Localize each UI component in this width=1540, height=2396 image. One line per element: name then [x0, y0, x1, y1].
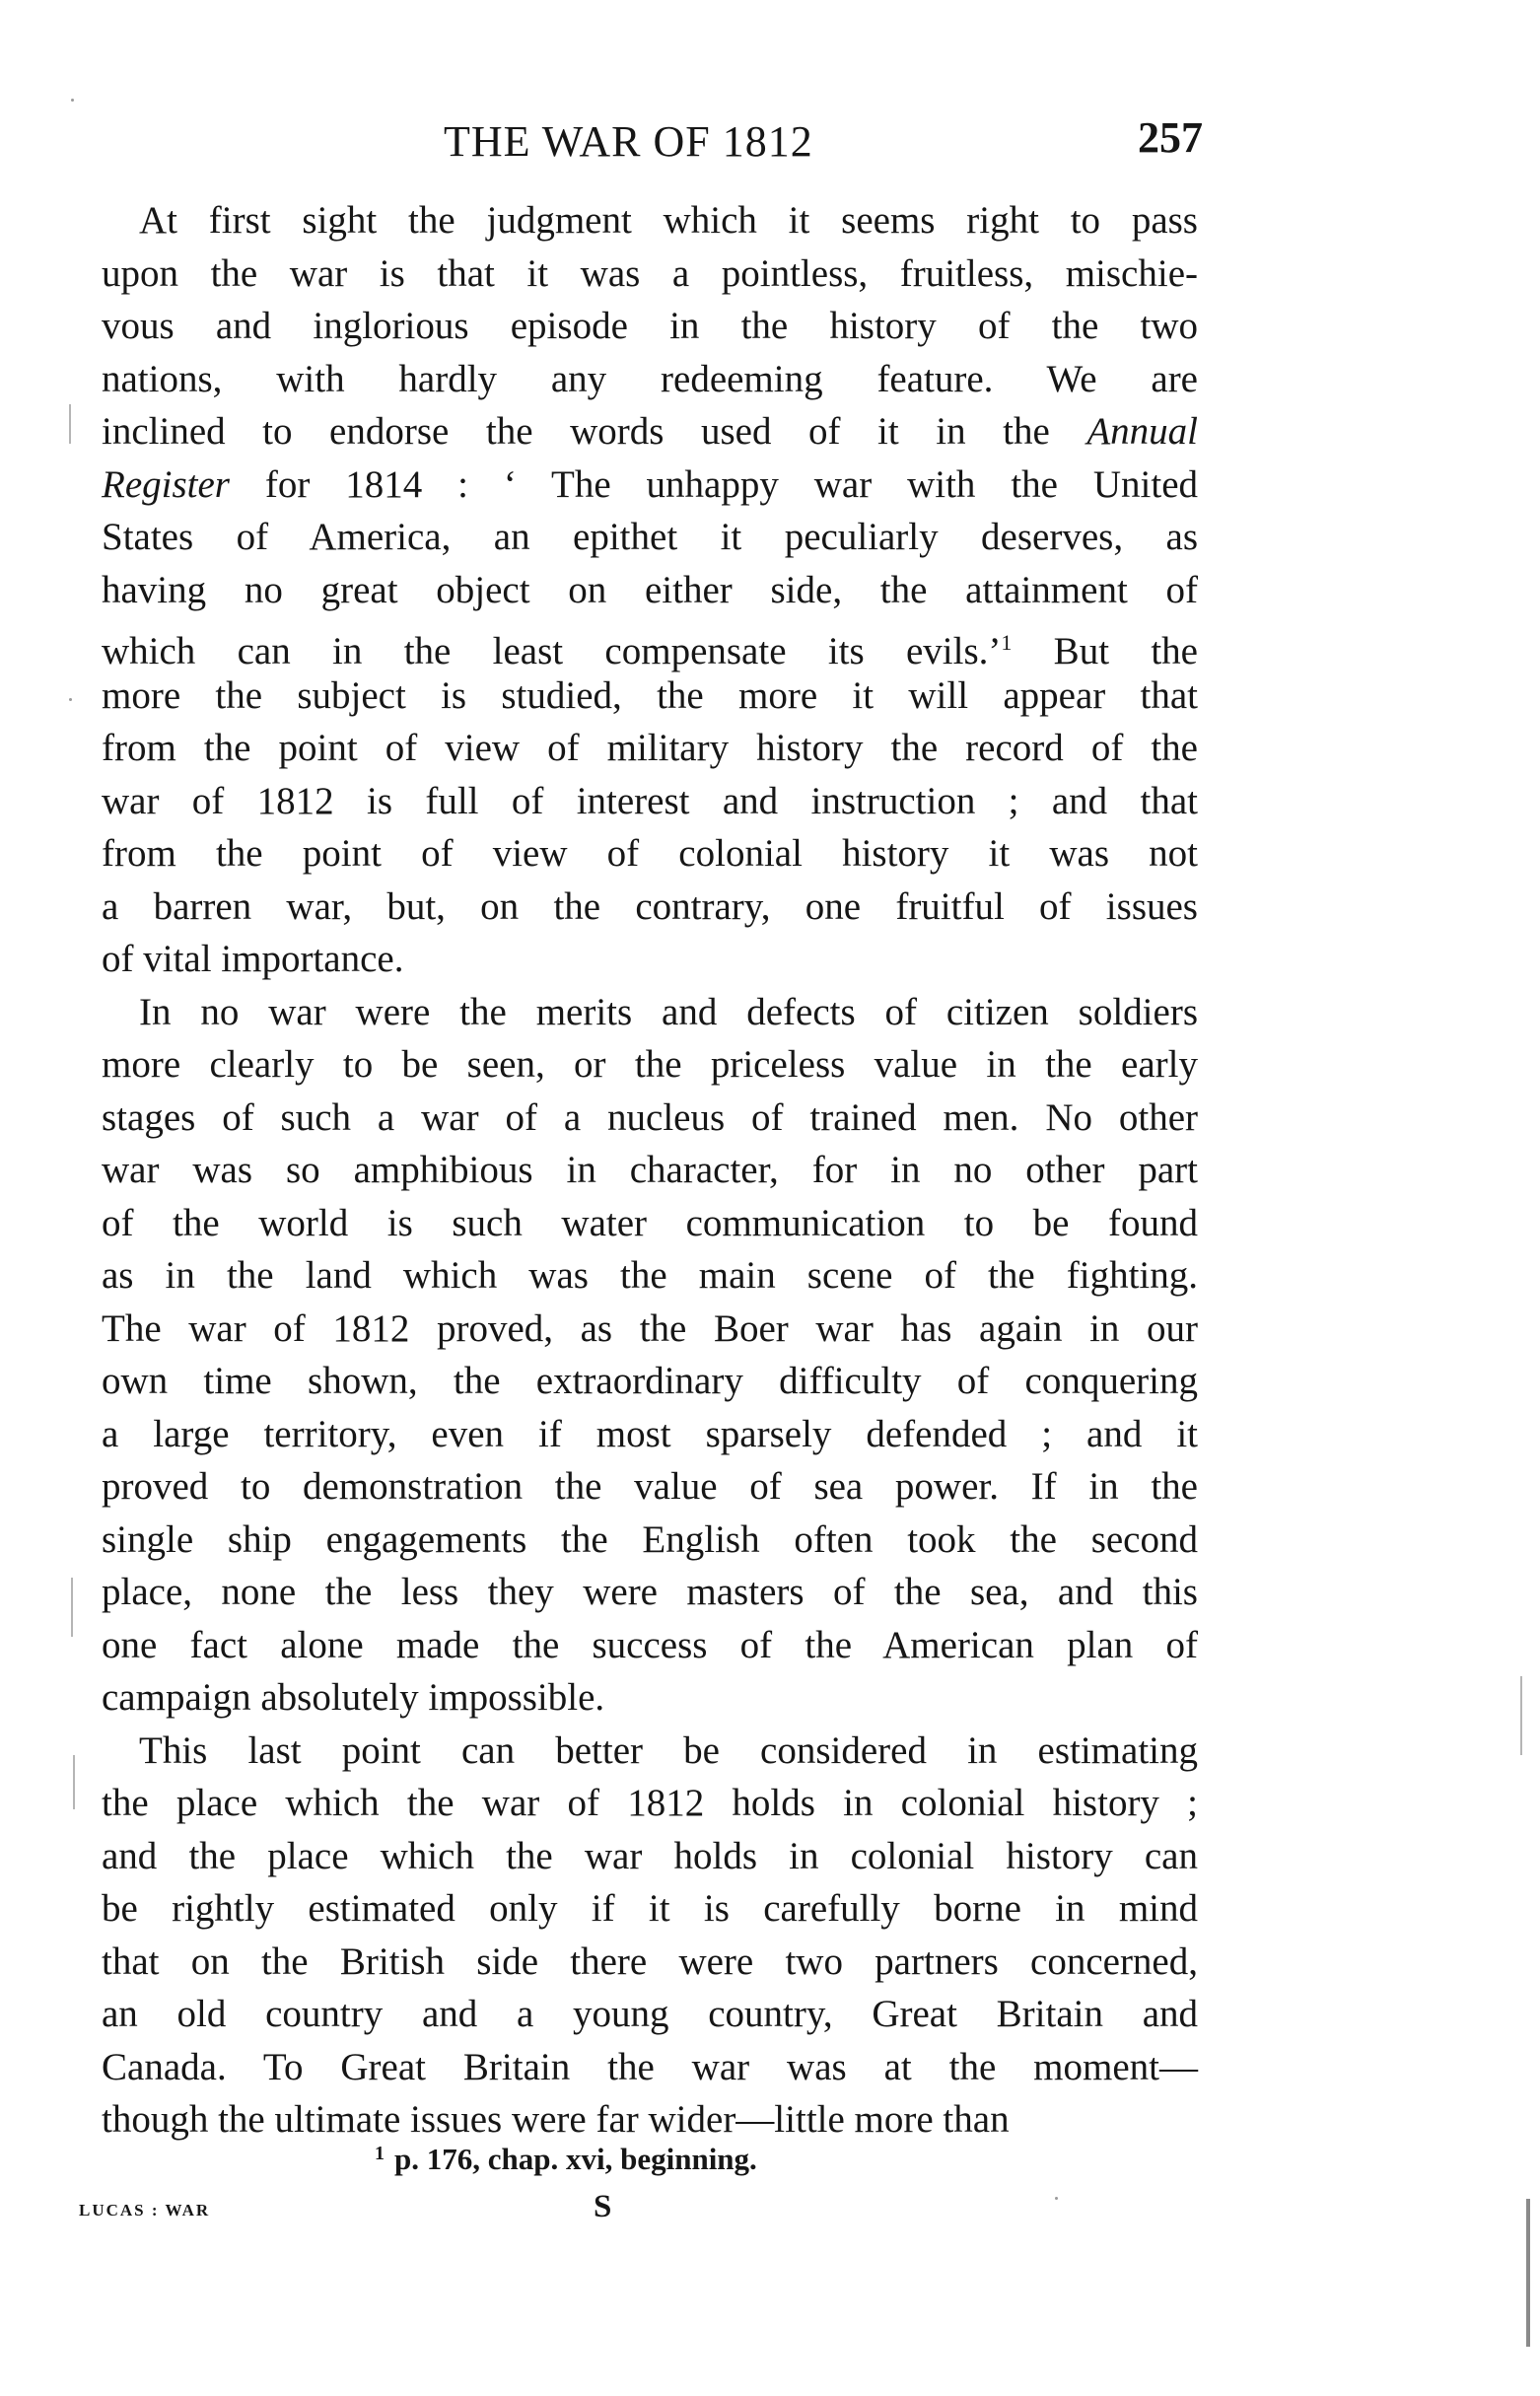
line-text: stages of such a war of a nucleus of trained men. No other: [102, 1095, 1198, 1139]
line-text: vous and inglorious episode in the history of the two: [102, 305, 1198, 347]
text-line: [102, 1566, 1198, 1619]
line-text: the place which the war of 1812 holds in colonial history ;: [102, 1782, 1198, 1824]
right-gutter-mark: [1520, 1676, 1522, 1755]
line-text: place, none the less they were masters of the sea, and this: [102, 1571, 1198, 1613]
paragraph: [102, 986, 1198, 1725]
text-line: [102, 1988, 1198, 2041]
text-line: [102, 2093, 1198, 2147]
text-line: [102, 1777, 1198, 1830]
text-line: [102, 1725, 1198, 1778]
line-text: of vital importance.: [102, 938, 404, 980]
right-gutter-mark: [1526, 2199, 1530, 2347]
line-text: single ship engagements the English often took the second: [102, 1517, 1198, 1561]
text-line: [102, 1882, 1198, 1936]
line-text: campaign absolutely impossible.: [102, 1676, 605, 1719]
text-line: [102, 1671, 1198, 1725]
line-text: for 1814 : ‘ The unhappy war with the United: [229, 462, 1198, 506]
text-line: [102, 247, 1198, 301]
line-text: upon the war is that it was a pointless, fruitless, mischie-: [102, 251, 1198, 295]
line-text: which can in the least compensate its evils.’: [102, 630, 1002, 672]
line-text: an old country and a young country, Great Britain and: [102, 1993, 1198, 2035]
scan-speck: [1055, 2197, 1058, 2200]
line-text: more clearly to be seen, or the priceless value in the early: [102, 1043, 1198, 1086]
line-text: from the point of view of military history the record of the: [102, 727, 1198, 769]
signature-mark: LUCAS : WAR: [79, 2201, 211, 2220]
text-line: [102, 458, 1198, 512]
line-text: though the ultimate issues were far wider—little more than: [102, 2098, 1010, 2141]
line-text: as in the land which was the main scene of the fighting.: [102, 1254, 1198, 1297]
text-line: [102, 1197, 1198, 1250]
line-text: having no great object on either side, the attainment of: [102, 568, 1198, 611]
line-text: one fact alone made the success of the American plan of: [102, 1623, 1198, 1666]
running-title: THE WAR OF 1812: [444, 117, 813, 166]
footnote-reference: 1: [1001, 630, 1013, 655]
line-text: The war of 1812 proved, as the Boer war has again in our: [102, 1306, 1198, 1350]
paragraph: [102, 1725, 1198, 2147]
running-head: [444, 113, 1203, 176]
line-text: Canada. To Great Britain the war was at the moment—: [102, 2045, 1198, 2088]
line-text: proved to demonstration the value of sea power. If in the: [102, 1465, 1198, 1508]
line-text: and the place which the war holds in colonial history can: [102, 1834, 1198, 1877]
left-gutter-mark: [71, 1578, 73, 1637]
line-text: war was so amphibious in character, for in no other part: [102, 1149, 1198, 1191]
line-text: inclined to endorse the words used of it in the: [102, 410, 1087, 453]
line-text: At first sight the judgment which it seems right to pass: [139, 199, 1198, 242]
text-line: [102, 775, 1198, 828]
text-line: [102, 1514, 1198, 1567]
text-line: [102, 1303, 1198, 1356]
text-line: [102, 2041, 1198, 2094]
italic-title: Annual: [1086, 410, 1198, 453]
scan-speck: [71, 99, 74, 102]
scan-speck: [69, 698, 72, 701]
line-text: more the subject is studied, the more it will appear that: [102, 673, 1198, 717]
footnote: [375, 2142, 966, 2177]
line-text: But the: [1012, 630, 1198, 672]
footnote-marker: 1: [375, 2143, 385, 2164]
text-line: [102, 194, 1198, 247]
left-gutter-mark: [73, 1755, 75, 1809]
text-line: [102, 1408, 1198, 1461]
line-text: This last point can better be considered in estimating: [139, 1728, 1198, 1772]
line-text: be rightly estimated only if it is carefully borne in mind: [102, 1887, 1198, 1930]
text-line: [102, 722, 1198, 775]
line-text: a barren war, but, on the contrary, one fruitful of issues: [102, 884, 1198, 928]
text-line: [102, 300, 1198, 353]
italic-title: Register: [102, 462, 230, 506]
text-line: [102, 1460, 1198, 1514]
text-line: [102, 1038, 1198, 1092]
text-line: [102, 1092, 1198, 1145]
page-number: 257: [1138, 113, 1203, 162]
text-line: [102, 1830, 1198, 1883]
paragraph: [102, 194, 1198, 986]
text-line: [102, 1144, 1198, 1197]
text-line: [102, 616, 1198, 672]
text-line: [102, 564, 1198, 617]
body-text: [102, 194, 1198, 2147]
text-line: [102, 1936, 1198, 1989]
line-text: own time shown, the extraordinary difficulty of conquering: [102, 1360, 1198, 1402]
text-line: [102, 881, 1198, 934]
text-line: [102, 669, 1198, 723]
signature-letter: S: [594, 2189, 612, 2224]
left-gutter-mark: [69, 404, 71, 444]
text-line: [102, 986, 1198, 1039]
text-line: [102, 1249, 1198, 1303]
line-text: States of America, an epithet it peculiarly deserves, as: [102, 516, 1198, 558]
text-line: [102, 405, 1198, 458]
line-text: of the world is such water communication to be found: [102, 1201, 1198, 1244]
line-text: In no war were the merits and defects of citizen soldiers: [139, 990, 1198, 1033]
line-text: a large territory, even if most sparsely defended ; and it: [102, 1412, 1198, 1455]
footnote-text: p. 176, chap. xvi, beginning.: [394, 2142, 757, 2176]
text-line: [102, 933, 1198, 986]
line-text: from the point of view of colonial history it was not: [102, 832, 1198, 875]
line-text: nations, with hardly any redeeming feature. We are: [102, 357, 1198, 400]
text-line: [102, 511, 1198, 564]
text-line: [102, 827, 1198, 881]
line-text: that on the British side there were two partners concerned,: [102, 1939, 1198, 1983]
text-line: [102, 1619, 1198, 1672]
text-line: [102, 1355, 1198, 1408]
line-text: war of 1812 is full of interest and instruction ; and that: [102, 779, 1198, 822]
text-line: [102, 353, 1198, 406]
